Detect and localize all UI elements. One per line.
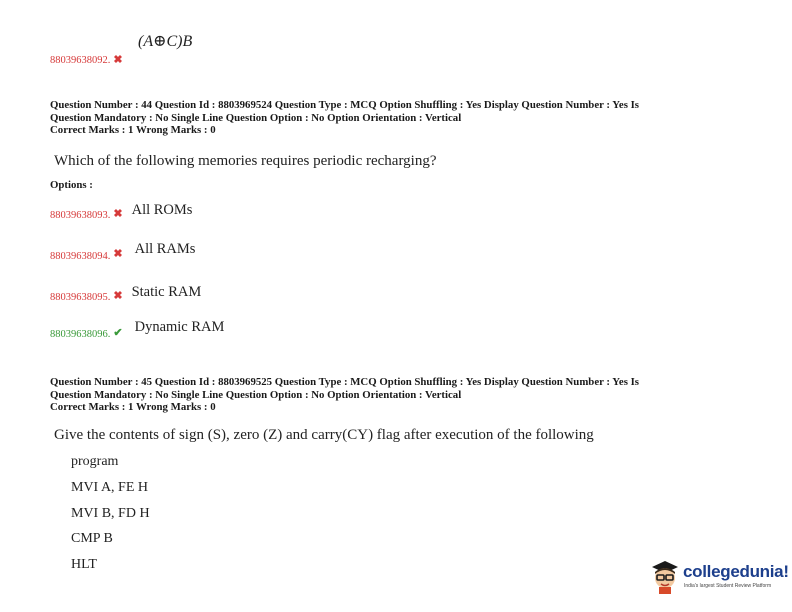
options-label: Options : — [50, 179, 93, 191]
header-line: Question Number : 45 Question Id : 8803969525 Question Type : MCQ Option Shuffling : Yes Display Question Number : Yes Is — [50, 376, 639, 388]
student-mascot-icon — [648, 558, 682, 594]
option-row — [50, 50, 123, 68]
option-text: All ROMs — [131, 202, 193, 218]
program-line: HLT — [71, 557, 97, 572]
cross-icon: ✖ — [113, 54, 123, 66]
check-icon: ✔ — [113, 327, 123, 339]
question-text: Give the contents of sign (S), zero (Z) and carry(CY) flag after execution of the following — [54, 427, 594, 443]
header-line: Question Mandatory : No Single Line Question Option : No Option Orientation : Vertical — [50, 111, 462, 124]
header-line: Question Mandatory : No Single Line Question Option : No Option Orientation : Vertical — [50, 388, 462, 401]
program-line: MVI B, FD H — [71, 506, 150, 521]
option-id: 88039638094. — [50, 251, 111, 262]
option-row — [50, 318, 225, 340]
option-text: Static RAM — [131, 284, 202, 300]
cross-icon: ✖ — [113, 248, 123, 260]
option-row — [50, 201, 192, 219]
option-text: All RAMs — [134, 241, 196, 257]
formula-text: (A⊕C)B — [138, 33, 193, 50]
option-id: 88039638096. — [50, 329, 111, 340]
logo-wordmark: collegedunia — [683, 562, 784, 581]
header-line: Question Number : 44 Question Id : 8803969524 Question Type : MCQ Option Shuffling : Yes Display Question Number : Yes Is — [50, 99, 639, 111]
option-row — [50, 283, 201, 301]
marks-line: Correct Marks : 1 Wrong Marks : 0 — [50, 401, 216, 413]
logo-tagline: India's largest Student Review Platform — [684, 583, 772, 589]
option-row — [50, 240, 196, 262]
cross-icon: ✖ — [113, 290, 123, 302]
program-line: program — [71, 454, 119, 469]
option-text: Dynamic RAM — [134, 319, 225, 335]
option-id: 88039638092. — [50, 55, 111, 66]
brand-logo — [648, 556, 789, 596]
option-id: 88039638095. — [50, 292, 111, 303]
option-id: 88039638093. — [50, 210, 111, 221]
program-line: CMP B — [71, 531, 113, 546]
question-text: Which of the following memories requires periodic recharging? — [54, 153, 437, 169]
cross-icon: ✖ — [113, 208, 123, 220]
logo-suffix: ! — [783, 562, 789, 581]
question-header — [50, 376, 639, 414]
program-line: MVI A, FE H — [71, 480, 149, 495]
marks-line: Correct Marks : 1 Wrong Marks : 0 — [50, 124, 216, 136]
question-header — [50, 99, 639, 137]
